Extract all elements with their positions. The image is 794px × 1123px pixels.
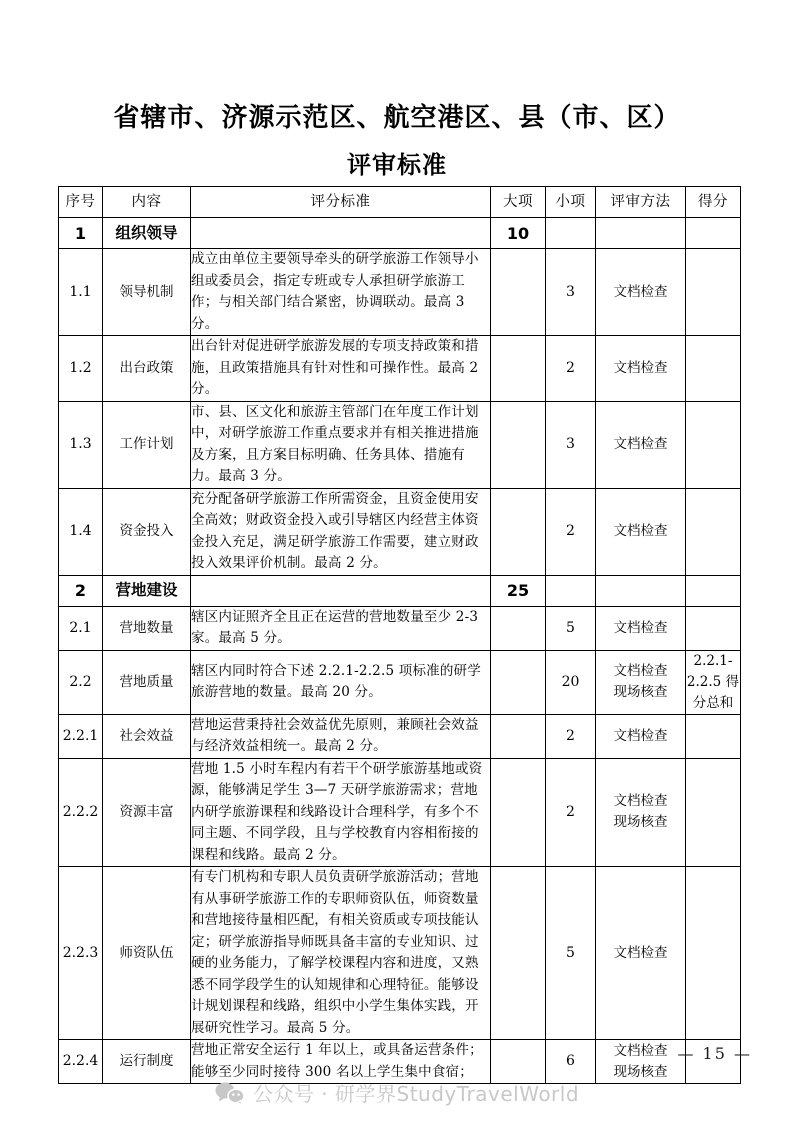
cell-standard: 营地运营秉持社会效益优先原则，兼顾社会效益与经济效益相统一。最高 2 分。 bbox=[191, 714, 491, 758]
column-header-standard: 评分标准 bbox=[191, 187, 491, 218]
cell-no: 2.2.4 bbox=[59, 1040, 103, 1084]
cell-method: 文档检查 现场核查 bbox=[596, 650, 686, 714]
cell-score bbox=[686, 575, 741, 606]
title-block bbox=[0, 100, 794, 182]
column-header-content: 内容 bbox=[103, 187, 191, 218]
cell-major-score bbox=[491, 488, 546, 575]
cell-no: 1 bbox=[59, 218, 103, 249]
column-header-minor: 小项 bbox=[546, 187, 596, 218]
cell-minor-score: 2 bbox=[546, 488, 596, 575]
cell-standard: 充分配备研学旅游工作所需资金，且资金使用安全高效；财政资金投入或引导辖区内经营主体资金投入充足，满足研学旅游工作需要，建立财政投入效果评价机制。最高 2 分。 bbox=[191, 488, 491, 575]
column-header-method: 评审方法 bbox=[596, 187, 686, 218]
cell-content: 营地建设 bbox=[103, 575, 191, 606]
cell-major-score: 10 bbox=[491, 218, 546, 249]
cell-no: 2.2 bbox=[59, 650, 103, 714]
cell-minor-score: 3 bbox=[546, 249, 596, 336]
cell-score bbox=[686, 336, 741, 402]
cell-major-score bbox=[491, 650, 546, 714]
table-header-row bbox=[59, 187, 741, 218]
cell-minor-score: 5 bbox=[546, 867, 596, 1040]
page-number: — 15 — bbox=[677, 1044, 752, 1063]
cell-content: 运行制度 bbox=[103, 1040, 191, 1084]
scoring-table bbox=[58, 186, 741, 1084]
cell-no: 1.3 bbox=[59, 401, 103, 488]
cell-minor-score bbox=[546, 575, 596, 606]
cell-no: 1.4 bbox=[59, 488, 103, 575]
watermark bbox=[0, 1078, 794, 1107]
cell-score bbox=[686, 218, 741, 249]
column-header-no: 序号 bbox=[59, 187, 103, 218]
table-row bbox=[59, 401, 741, 488]
cell-major-score bbox=[491, 758, 546, 867]
cell-score bbox=[686, 714, 741, 758]
cell-score bbox=[686, 867, 741, 1040]
cell-score bbox=[686, 488, 741, 575]
cell-method: 文档检查 bbox=[596, 401, 686, 488]
cell-minor-score: 2 bbox=[546, 714, 596, 758]
cell-method: 文档检查 现场核查 bbox=[596, 758, 686, 867]
cell-major-score bbox=[491, 867, 546, 1040]
cell-minor-score: 2 bbox=[546, 336, 596, 402]
table-row bbox=[59, 606, 741, 650]
cell-major-score bbox=[491, 249, 546, 336]
table-row bbox=[59, 575, 741, 606]
cell-content: 领导机制 bbox=[103, 249, 191, 336]
cell-standard: 出台针对促进研学旅游发展的专项支持政策和措施，且政策措施具有针对性和可操作性。最高 2 分。 bbox=[191, 336, 491, 402]
cell-standard: 辖区内同时符合下述 2.2.1-2.2.5 项标准的研学旅游营地的数量。最高 20 分。 bbox=[191, 650, 491, 714]
page-title-line-2: 评审标准 bbox=[347, 151, 447, 179]
cell-standard bbox=[191, 575, 491, 606]
table-row bbox=[59, 488, 741, 575]
cell-content: 营地数量 bbox=[103, 606, 191, 650]
cell-content: 资金投入 bbox=[103, 488, 191, 575]
cell-no: 1.2 bbox=[59, 336, 103, 402]
cell-method: 文档检查 bbox=[596, 249, 686, 336]
table-body bbox=[59, 218, 741, 1084]
cell-standard: 成立由单位主要领导牵头的研学旅游工作领导小组或委员会，指定专班或专人承担研学旅游工作；与相关部门结合紧密，协调联动。最高 3 分。 bbox=[191, 249, 491, 336]
cell-minor-score: 2 bbox=[546, 758, 596, 867]
cell-score bbox=[686, 249, 741, 336]
cell-standard: 市、县、区文化和旅游主管部门在年度工作计划中，对研学旅游工作重点要求并有相关推进措施及方案，且方案目标明确、任务具体、措施有力。最高 3 分。 bbox=[191, 401, 491, 488]
cell-no: 2 bbox=[59, 575, 103, 606]
table-row bbox=[59, 218, 741, 249]
cell-score bbox=[686, 401, 741, 488]
cell-score: 2.2.1-2.2.5 得分总和 bbox=[686, 650, 741, 714]
watermark-text: 公众号 · 研学界StudyTravelWorld bbox=[252, 1082, 580, 1106]
cell-major-score bbox=[491, 401, 546, 488]
cell-no: 2.2.3 bbox=[59, 867, 103, 1040]
cell-content: 社会效益 bbox=[103, 714, 191, 758]
cell-content: 组织领导 bbox=[103, 218, 191, 249]
cell-standard: 有专门机构和专职人员负责研学旅游活动；营地有从事研学旅游工作的专职师资队伍，师资数量和营地接待量相匹配，有相关资质或专项技能认定；研学旅游指导师既具备丰富的专业知识、过硬的业务能力，了解学校课程内容和进度，又熟悉不同学段学生的认知规律和心理特征。能够设计规划课程和线路，组织中小学生集体实践，开展研究性学习。最高 5 分。 bbox=[191, 867, 491, 1040]
column-header-major: 大项 bbox=[491, 187, 546, 218]
cell-content: 资源丰富 bbox=[103, 758, 191, 867]
cell-standard: 营地 1.5 小时车程内有若干个研学旅游基地或资源，能够满足学生 3—7 天研学旅游需求；营地内研学旅游课程和线路设计合理科学，有多个不同主题、不同学段，且与学校教育内容相衔接的课程和线路。最高 2 分。 bbox=[191, 758, 491, 867]
scoring-table-wrapper bbox=[58, 186, 740, 1084]
cell-method bbox=[596, 218, 686, 249]
cell-method: 文档检查 bbox=[596, 488, 686, 575]
cell-method: 文档检查 bbox=[596, 606, 686, 650]
table-header bbox=[59, 187, 741, 218]
cell-method bbox=[596, 575, 686, 606]
cell-minor-score: 3 bbox=[546, 401, 596, 488]
table-row bbox=[59, 650, 741, 714]
cell-no: 2.1 bbox=[59, 606, 103, 650]
column-header-score: 得分 bbox=[686, 187, 741, 218]
cell-standard: 辖区内证照齐全且正在运营的营地数量至少 2-3 家。最高 5 分。 bbox=[191, 606, 491, 650]
cell-no: 2.2.2 bbox=[59, 758, 103, 867]
cell-content: 营地质量 bbox=[103, 650, 191, 714]
cell-minor-score: 20 bbox=[546, 650, 596, 714]
cell-score bbox=[686, 758, 741, 867]
cell-major-score: 25 bbox=[491, 575, 546, 606]
cell-content: 出台政策 bbox=[103, 336, 191, 402]
table-row bbox=[59, 714, 741, 758]
cell-minor-score: 6 bbox=[546, 1040, 596, 1084]
cell-content: 师资队伍 bbox=[103, 867, 191, 1040]
cell-major-score bbox=[491, 714, 546, 758]
cell-no: 1.1 bbox=[59, 249, 103, 336]
cell-minor-score: 5 bbox=[546, 606, 596, 650]
cell-major-score bbox=[491, 606, 546, 650]
cell-no: 2.2.1 bbox=[59, 714, 103, 758]
cell-method: 文档检查 bbox=[596, 714, 686, 758]
cell-method: 文档检查 现场核查 bbox=[596, 1040, 686, 1084]
table-row bbox=[59, 336, 741, 402]
cell-standard: 营地正常安全运行 1 年以上，或具备运营条件；能够至少同时接待 300 名以上学生集中食宿； bbox=[191, 1040, 491, 1084]
cell-minor-score bbox=[546, 218, 596, 249]
cell-major-score bbox=[491, 336, 546, 402]
cell-score bbox=[686, 606, 741, 650]
cell-content: 工作计划 bbox=[103, 401, 191, 488]
cell-standard bbox=[191, 218, 491, 249]
page-title-line-1: 省辖市、济源示范区、航空港区、县（市、区） bbox=[113, 103, 681, 133]
table-row bbox=[59, 758, 741, 867]
cell-method: 文档检查 bbox=[596, 867, 686, 1040]
table-row bbox=[59, 867, 741, 1040]
cell-method: 文档检查 bbox=[596, 336, 686, 402]
wechat-icon bbox=[215, 1081, 245, 1105]
table-row bbox=[59, 249, 741, 336]
